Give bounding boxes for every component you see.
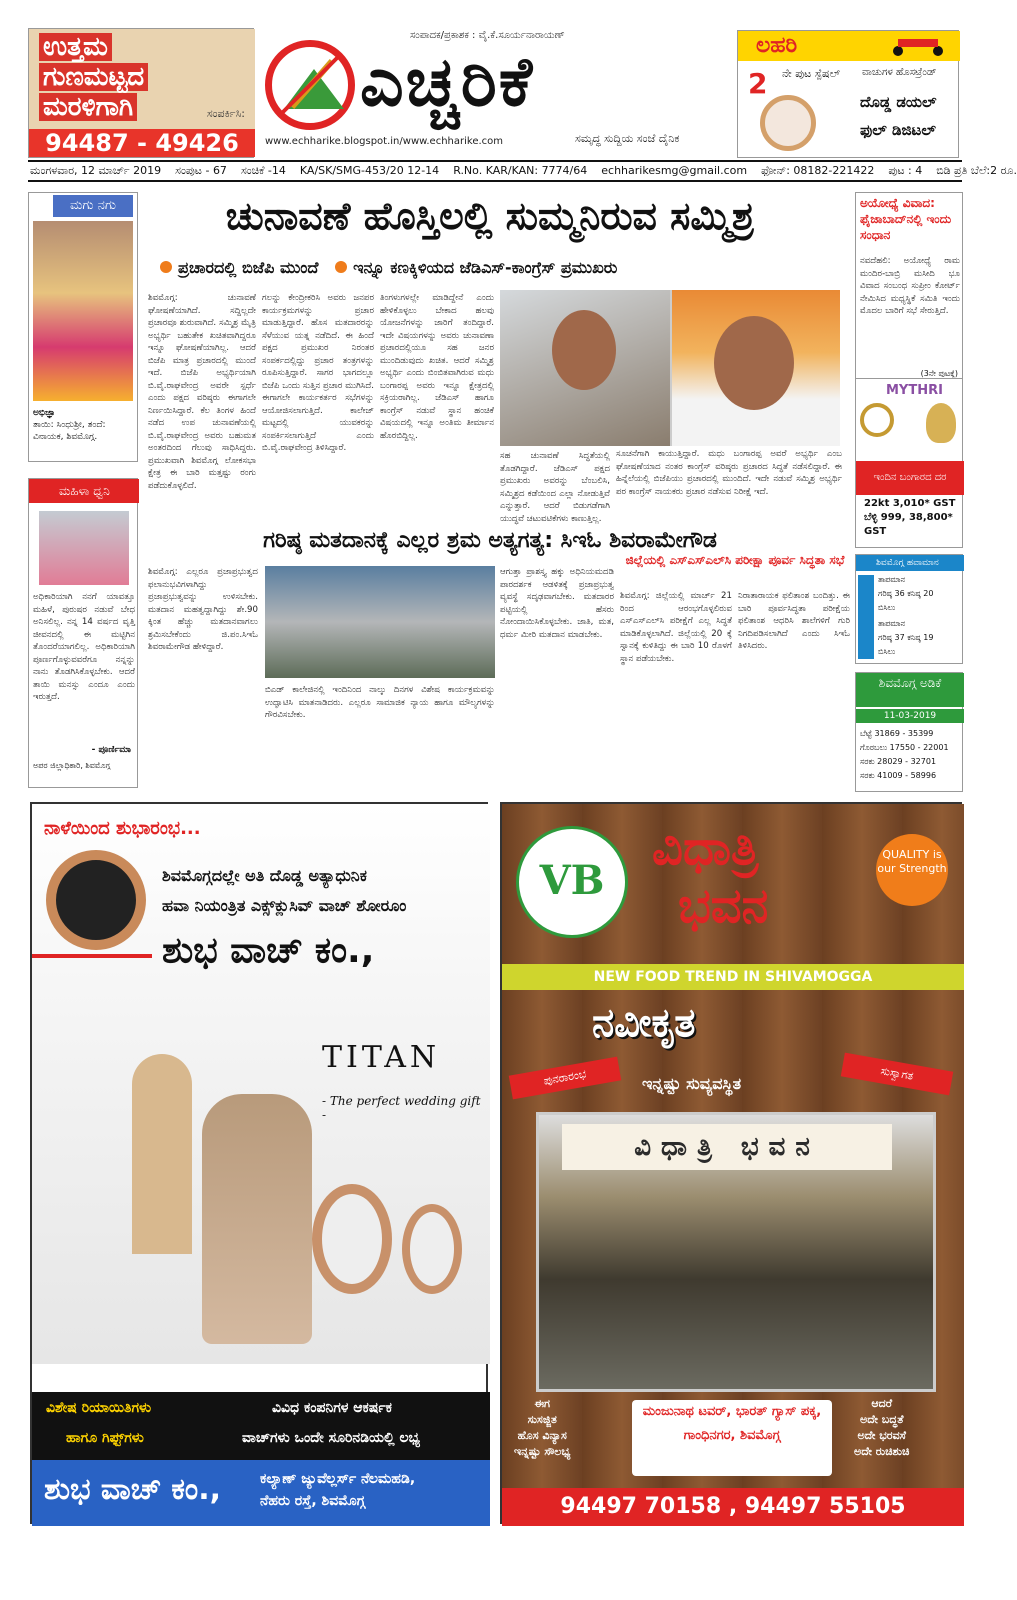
sand-ad[interactable] — [28, 28, 254, 158]
watch-icon — [46, 850, 146, 950]
woman-photo — [39, 511, 129, 585]
story1-col3: ತಿಂಗಳುಗಳಲ್ಲೇ ಮಾಡಿದ್ದೇನೆ ಎಂದು ಹೇಳಿಕೊಳ್ಳಲು ಬೇಕಾದ ಹಲವು ಯೋಜನೆಗಳನ್ನು ಜಾರಿಗೆ ತಂದಿದ್ದಾರೆ. ಇದೇ ವಿಷಯಗಳನ್ನು ಅವರು ಚುನಾವಣಾ ಪ್ರಚಾರದಲ್ಲಿಯೂ ಸಹ ಜನರ ಮುಂದಿಡುವುದು ಖಚಿತ. ಆದರೆ ಸಮ್ಮಿಶ್ರ ಅಭ್ಯರ್ಥಿ ಎಂದು ಬಿಂಬಿತವಾಗಿರುವ ಮಧು ಬಂಗಾರಪ್ಪ ಅವರು ಇನ್ನೂ ಕ್ಷೇತ್ರದಲ್ಲಿ ಸಕ್ರಿಯರಾಗಿಲ್ಲ. ಜೆಡಿಎಸ್ ಹಾಗೂ ಕಾಂಗ್ರೆಸ್ ನಡುವೆ ಸ್ಥಾನ ಹಂಚಿಕೆ ವಿಷಯದಲ್ಲಿ ಇನ್ನೂ ಅಂತಿಮ ತೀರ್ಮಾನ ಹೊರಬಿದ್ದಿಲ್ಲ. — [380, 293, 494, 441]
quality-badge: QUALITY is our Strength — [876, 834, 948, 906]
tagline: ಸಮೃದ್ಧ ಸುದ್ದಿಯ ಸಂಜೆ ದೈನಿಕ — [575, 132, 680, 145]
masthead-title: ಎಚ್ಚರಿಕೆ — [360, 43, 535, 122]
sslc-headline[interactable]: ಜಿಲ್ಲೆಯಲ್ಲಿ ಎಸ್‌ಎಸ್‌ಎಲ್‌ಸಿ ಪರೀಕ್ಷಾ ಪೂರ್ವ ಸಿದ್ಧತಾ ಸಭೆ — [625, 553, 845, 567]
man-figure — [132, 1054, 192, 1254]
story1-col5-text: ಸೂಚನೆಗಾಗಿ ಕಾಯುತ್ತಿದ್ದಾರೆ. ಮಧು ಬಂಗಾರಪ್ಪ ಅವರೆ ಅಭ್ಯರ್ಥಿ ಎಂಬ ಘೋಷಣೆಯಾದ ನಂತರ ಕಾಂಗ್ರೆಸ್ ವರಿಷ್ಠರು ಪ್ರಚಾರದ ಸಿದ್ಧತೆ ನಡೆಸಲಿದ್ದಾರೆ. ಈ ಹಿನ್ನೆಲೆಯಲ್ಲಿ ಬಿಜೆಪಿಯು ಪ್ರಚಾರದಲ್ಲಿ ಮುಂದಿದೆ. ಇದೇ ನಡುವೆ ಸಮ್ಮಿಶ್ರ ಅಭ್ಯರ್ಥಿ ಪರ ಕಾಂಗ್ರೆಸ್ ನಾಯಕರು ಪ್ರಚಾರ ನಡೆಸುವ ನಿರೀಕ್ಷೆ ಇದೆ. — [616, 449, 842, 497]
watch-large-icon — [312, 1184, 392, 1294]
titan-tagline: - The perfect wedding gift - — [322, 1094, 481, 1122]
email[interactable]: echharikesmg@gmail.com — [601, 164, 748, 177]
ad1-line1: ಶಿವಮೊಗ್ಗದಲ್ಲೇ ಅತಿ ದೊಡ್ಡ ಅತ್ಯಾಧುನಿಕ — [162, 866, 367, 885]
mythri-ad[interactable] — [855, 378, 963, 548]
subhead-2: ಇನ್ನೂ ಕಣಕ್ಕಿಳಿಯದ ಜೆಡಿಎಸ್-ಕಾಂಗ್ರೆಸ್ ಪ್ರಮುಖರು — [353, 258, 618, 277]
lahari-sub: ವಾಚುಗಳ ಹೊಸಟ್ರೆಂಡ್ — [862, 67, 937, 78]
adike-rate-1: ಬೆಟ್ಟೆ 31869 - 35399 — [860, 729, 934, 738]
story1-col1: ಶಿವಮೊಗ್ಗ: ಚುನಾವಣೆ ಘೋಷಣೆಯಾಗಿದೆ. ಸದ್ದಿಲ್ಲದೇ ಪ್ರಚಾರವೂ ಶುರುವಾಗಿದೆ. ಸಮ್ಮಿಶ್ರ ಮೈತ್ರಿ ಅಭ್ಯರ್ಥಿ ಬಹುತೇಕ ಖಚಿತವಾಗಿದ್ದರೂ ಇನ್ನೂ ಘೋಷಣೆಯಾಗಿಲ್ಲ. ಆದರೆ ಬಿಜೆಪಿ ಮಾತ್ರ ಪ್ರಚಾರದಲ್ಲಿ ಮುಂದೆ ಇದೆ. ಬಿಜೆಪಿ ಅಭ್ಯರ್ಥಿಯಾಗಿ ಬಿ.ವೈ.ರಾಘವೇಂದ್ರ ಅವರೇ ಸ್ಪರ್ಧೆ ಎಂದು ಪಕ್ಷದ ವರಿಷ್ಠರು ಈಗಾಗಲೇ ನಿರ್ಣಯಿಸಿದ್ದಾರೆ. ಕೆಲ ತಿಂಗಳ ಹಿಂದೆ ನಡೆದ ಉಪ ಚುನಾವಣೆಯಲ್ಲಿ ಬಿ.ವೈ.ರಾಘವೇಂದ್ರ ಅವರು ಬಹುಮತ ಅಂತರದಿಂದ ಗೆಲುವು ಸಾಧಿಸಿದ್ದರು. ಪ್ರಮುಖವಾಗಿ ಶಿವಮೊಗ್ಗ ಲೋಕಸಭಾ ಕ್ಷೇತ್ರ ಈ ಬಾರಿ ಮತ್ತಷ್ಟು ರಂಗು ಪಡೆದುಕೊಳ್ಳಲಿದೆ. — [148, 293, 256, 491]
ad1-offer3: ವಿವಿಧ ಕಂಪನಿಗಳ ಆಕರ್ಷಕ — [272, 1400, 392, 1416]
second-headline[interactable]: ಗರಿಷ್ಠ ಮತದಾನಕ್ಕೆ ಎಲ್ಲರ ಶ್ರಮ ಅತ್ಯಗತ್ಯ: ಸಿಇಓ ಶಿವರಾಮೇಗೌಡ — [263, 528, 717, 553]
ad2-address: ಮಂಜುನಾಥ ಟವರ್, ಭಾರತ್ ಗ್ಯಾಸ್ ಪಕ್ಕ, ಗಾಂಧಿನಗರ, ಶಿವಮೊಗ್ಗ — [632, 1400, 832, 1476]
kids-box — [28, 192, 138, 462]
weather-box — [855, 554, 963, 664]
weather-label-1: ತಾಪಮಾನ — [878, 575, 906, 584]
rno: R.No. KAR/KAN: 7774/64 — [453, 164, 588, 177]
adike-rate-2: ಗೊರಬಲು 17550 - 22001 — [860, 743, 949, 752]
story1-col2: ಗಲನ್ನು ಕೇಂದ್ರೀಕರಿಸಿ ಅವರು ಜನಪರ ಕಾರ್ಯಕ್ರಮಗಳನ್ನು ಪ್ರಚಾರ ಮಾಡುತ್ತಿದ್ದಾರೆ. ಹೊಸ ಮತದಾರರನ್ನು ಸೆಳೆಯುವ ಯತ್ನ ನಡೆದಿದೆ. ಈ ಹಿಂದೆ ಪಕ್ಷದ ಪ್ರಮುಖರ ನಿರಂತರ ಸಂಪರ್ಕದಲ್ಲಿದ್ದು ಪ್ರಚಾರ ತಂತ್ರಗಳನ್ನು ರೂಪಿಸುತ್ತಿದ್ದಾರೆ. ಸಾಗರ ಭಾಗದಲ್ಲೂ ಬಿಜೆಪಿ ಒಂದು ಸುತ್ತಿನ ಪ್ರಚಾರ ಮುಗಿಸಿದೆ. ಈಗಾಗಲೇ ಕಾರ್ಯಕರ್ತರ ಸಭೆಗಳನ್ನು ಆಯೋಜಿಸಲಾಗುತ್ತಿದೆ. ಕಾಲೇಜ್ ಮಟ್ಟದಲ್ಲಿ ಯುವಕರನ್ನು ಸಂಪರ್ಕಿಸಲಾಗುತ್ತಿದೆ ಎಂದು ಬಿ.ವೈ.ರಾಘವೇಂದ್ರ ತಿಳಿಸಿದ್ದಾರೆ. — [262, 293, 374, 453]
story2-col1: ಶಿವಮೊಗ್ಗ: ಎಲ್ಲರೂ ಪ್ರಜಾಪ್ರಭುತ್ವದ ಫಲಾನುಭವಿಗಳಾಗಿದ್ದು ಪ್ರಜಾಪ್ರಭುತ್ವವನ್ನು ಉಳಿಸಬೇಕು. ಮತದಾನ ಮಹತ್ವದ್ದಾಗಿದ್ದು ಶೇ.90 ಕ್ಕಿಂತ ಹೆಚ್ಚು ಮತದಾನವಾಗಲು ಶ್ರಮಿಸಬೇಕೆಂದು ಜಿ.ಪಂ.ಸಿಇಓ ಶಿವರಾಮೇಗೌಡ ಹೇಳಿದ್ದಾರೆ. — [148, 567, 258, 652]
ayodhya-body: ನವದೆಹಲಿ: ಅಯೋಧ್ಯೆ ರಾಮ ಮಂದಿರ-ಬಾಬ್ರಿ ಮಸೀದಿ ಭೂ ವಿವಾದ ಸಂಬಂಧ ಸುಪ್ರೀಂ ಕೋರ್ಟ್ ನೇಮಿಸಿದ ಮಧ್ಯಸ್ಥಿಕೆ ಸಮಿತಿ ಇಂದು ಮೊದಲ ಬಾರಿಗೆ ಸಭೆ ಸೇರುತ್ತಿದೆ. — [860, 256, 960, 316]
subheads — [160, 258, 617, 278]
adike-date: 11-03-2019 — [856, 709, 964, 723]
story2-col2: ಬಿಎಡ್ ಕಾಲೇಜಿನಲ್ಲಿ ಇಂದಿನಿಂದ ನಾಲ್ಕು ದಿನಗಳ ವಿಶೇಷ ಕಾರ್ಯಕ್ರಮವನ್ನು ಉದ್ಘಾಟಿಸಿ ಮಾತನಾಡಿದರು. ಎಲ್ಲರೂ ಸಾಮಾಜಿಕ ನ್ಯಾಯ ಹಾಗೂ ಮೌಲ್ಯಗಳನ್ನು ಗೌರವಿಸಬೇಕು. — [265, 685, 495, 720]
weather-sky-2: ಬಿಸಿಲು — [878, 647, 896, 656]
reg: KA/SK/SMG-453/20 12-14 — [299, 164, 440, 177]
silver-rate: ಬೆಳ್ಳಿ 999, 38,800* GST — [864, 512, 953, 537]
date: ಮಂಗಳವಾರ, 12 ಮಾರ್ಚ್ 2019 — [30, 164, 162, 177]
mythri-brand: MYTHRI — [886, 383, 943, 398]
shubha-watch-ad[interactable] — [30, 802, 488, 1524]
story2-col3: ಆಗುತ್ತಾ ಪ್ರಾಶಸ್ತ್ಯ ಹಕ್ಕು ಅಧಿನಿಯಮದಡಿ ಪಾರದರ್ಶಕ ಆಡಳಿತಕ್ಕೆ ಪ್ರಜಾಪ್ರಭುತ್ವ ವ್ಯವಸ್ಥೆ ಸದೃಢವಾಗಬೇಕು. ಮತದಾರರ ಪಟ್ಟಿಯಲ್ಲಿ ಹೆಸರು ನೋಂದಾಯಿಸಿಕೊಳ್ಳಬೇಕು. ಜಾತಿ, ಮತ, ಧರ್ಮ ಮೀರಿ ಮತದಾನ ಮಾಡಬೇಕು. — [500, 567, 614, 640]
child-photo — [33, 221, 133, 401]
earring-icon — [926, 403, 956, 443]
ad1-line2: ಹವಾ ನಿಯಂತ್ರಿತ ಎಕ್ಸ್‌ಕ್ಲುಸಿವ್ ವಾಚ್ ಶೋರೂಂ — [162, 896, 407, 915]
main-headline[interactable]: ಚುನಾವಣೆ ಹೊಸ್ತಿಲಲ್ಲಿ ಸುಮ್ಮನಿರುವ ಸಮ್ಮಿಶ್ರ — [225, 194, 755, 238]
ad1-addr1: ಕಲ್ಯಾಣ್ ಜ್ಯುವೆಲ್ಲರ್ಸ್ ನೆಲಮಹಡಿ, — [260, 1471, 416, 1487]
mahila-name: - ಪೂರ್ಣಿಮಾ — [91, 745, 131, 755]
sand-ad-contact: ಸಂಪರ್ಕಿಸಿ: — [206, 107, 245, 120]
ad1-footer-brand: ಶುಭ ವಾಚ್ ಕಂ., — [44, 1472, 222, 1507]
story1-col4: ಸಹ ಚುನಾವಣೆ ಸಿದ್ಧತೆಯಲ್ಲಿ ತೊಡಗಿದ್ದಾರೆ. ಜೆಡಿಎಸ್ ಪಕ್ಷದ ಪ್ರಮುಖರು ಅವರನ್ನು ಬೆಂಬಲಿಸಿ, ಸಮ್ಮಿಶ್ರದ ಕಡೆಯಿಂದ ಎಲ್ಲಾ ನೋಡುತ್ತಿವೆ ಎನ್ನುತ್ತಾರೆ. ಆದರೆ ಬಿಡುಗಡೆಗಾಗಿ ಯುದ್ಧವೆ ಚಟುವಟಿಕೆಗಳು ಕಾಣುತ್ತಿಲ್ಲ. — [500, 451, 610, 524]
event-photo — [265, 566, 495, 678]
weather-title: ಶಿವಮೊಗ್ಗ ಹವಾಮಾನ — [856, 555, 964, 571]
ad1-brand: ಶುಭ ವಾಚ್ ಕಂ., — [162, 930, 375, 971]
mahila-header: ಮಹಿಳಾ ಧ್ವನಿ — [29, 479, 139, 503]
lahari-special: ನೇ ಪುಟ ಸ್ಪೆಷಲ್ — [782, 67, 841, 80]
sand-ad-line3: ಮರಳಿಗಾಗಿ — [39, 93, 137, 121]
mahila-quote: ಅಧಿಕಾರಿಯಾಗಿ ನನಗೆ ಯಾವತ್ತೂ ಮಹಿಳೆ, ಪುರುಷರ ನಡುವೆ ಬೇಧ ಅನಿಸಲಿಲ್ಲ. ನನ್ನ 14 ವರ್ಷದ ವೃತ್ತಿ ಜೀವನದಲ್ಲಿ ಈ ಮಟ್ಟಿಗಿನ ತೊಂದರೆಯಾಗಲಿಲ್ಲ. ಅಧಿಕಾರಿಯಾಗಿ ಪೂರ್ಣಗೊಳ್ಳುವವರೆಗೂ ನನ್ನನ್ನು ನಾನು ತೊಡಗಿಸಿಕೊಳ್ಳಬೇಕು. ಆದರೆ ತಾಯಿ ಮನಸ್ಸು ಎಂದೂ ಎಂದು ಇರುತ್ತದೆ. — [33, 592, 135, 702]
adike-rate-3: ಸರಕು 28029 - 32701 — [860, 757, 937, 766]
child-parents: ತಾಯಿ: ಸಿಂಧುಶ್ರೀ, ತಂದೆ: ವಿನಾಯಕ, ಶಿವಮೊಗ್ಗ. — [33, 420, 106, 442]
titan-logo: TITAN — [322, 1040, 441, 1075]
weather-strip — [858, 575, 874, 659]
ad2-name2: ಭವನ — [678, 878, 769, 934]
watch-small-icon — [402, 1204, 462, 1294]
ribbon-right: ಸುಸ್ವಾಗತ — [841, 1053, 953, 1096]
sand-ad-line1: ಉತ್ತಮ — [39, 33, 112, 61]
ribbon-line — [32, 954, 152, 958]
story1-col5 — [616, 292, 842, 514]
lahari-page-number: 2 — [748, 67, 768, 100]
story3-col1: ಶಿವಮೊಗ್ಗ: ಜಿಲ್ಲೆಯಲ್ಲಿ ಮಾರ್ಚ್ 21 ರಿಂದ ಆರಂಭಗೊಳ್ಳಲಿರುವ ಎಸ್‌ಎಸ್‌ಎಲ್‌ಸಿ ಪರೀಕ್ಷೆಗೆ ಎಲ್ಲ ಸಿದ್ಧತೆ ಮಾಡಿಕೊಳ್ಳಲಾಗಿದೆ. ಜಿಲ್ಲೆಯಲ್ಲಿ 20 ಕ್ಕೆ ಸ್ವಾನಕ್ಕೆ ಕುಳಿತಿದ್ದು ಈ ಬಾರಿ 10 ರೊಳಗೆ ಸ್ಥಾನ ಪಡೆಯಬೇಕು. — [620, 591, 732, 664]
ring-icon — [860, 403, 894, 437]
lahari-full: ಫುಲ್ ಡಿಜಿಟಲ್ — [860, 121, 936, 139]
mahila-box — [28, 478, 138, 788]
bullet-icon — [335, 261, 347, 273]
kids-header: ಮಗು ನಗು — [53, 195, 133, 217]
ad2-phone: 94497 70158 , 94497 55105 — [502, 1488, 964, 1526]
ad2-name1: ವಿಧಾತ್ರಿ — [652, 820, 759, 876]
weather-label-2: ತಾಪಮಾನ — [878, 619, 906, 628]
gold-rate: 22kt 3,010* GST — [864, 498, 956, 509]
lahari-box[interactable] — [737, 30, 959, 158]
weather-temp-1: ಗರಿಷ್ಠ 36 ಕನಿಷ್ಠ 20 — [878, 589, 934, 598]
ad2-renovated: ನವೀಕೃತ — [592, 1000, 696, 1046]
woman-figure — [202, 1094, 312, 1344]
pages: ಪುಟ : 4 — [888, 164, 923, 177]
ad2-tagline: ಇನ್ನಷ್ಟು ಸುವ್ಯವಸ್ಥಿತ — [642, 1074, 742, 1093]
phone: ಫೋನ್: 08182-221422 — [761, 164, 875, 177]
sand-ad-line2: ಗುಣಮಟ್ಟದ — [39, 63, 148, 91]
dateline — [28, 160, 1017, 182]
ad1-begin: ನಾಳೆಯಿಂದ ಶುಭಾರಂಭ... — [44, 818, 201, 839]
mahila-role: ಅಪರ ಜಿಲ್ಲಾಧಿಕಾರಿ, ಶಿವಮೊಗ್ಗ — [33, 761, 111, 770]
bullet-icon — [160, 261, 172, 273]
lahari-title: ಲಹರಿ — [756, 33, 798, 58]
number: ಸಂಚಿಕೆ -14 — [240, 164, 286, 177]
vidhatri-bhavan-ad[interactable] — [500, 802, 962, 1524]
vb-logo: VB — [516, 826, 628, 938]
adike-rate-4: ಸರಕು 41009 - 58996 — [860, 771, 937, 780]
website-url[interactable]: www.echharike.blogspot.in/www.echharike.com — [265, 136, 504, 147]
weather-temp-2: ಗರಿಷ್ಠ 37 ಕನಿಷ್ಠ 19 — [878, 633, 934, 642]
ad2-left: ಈಗ ಸುಸಜ್ಜಿತ ಹೊಸ ವಿನ್ಯಾಸ ಇನ್ನಷ್ಟು ಸೌಲಭ್ಯ — [514, 1397, 571, 1458]
ad1-offer1: ವಿಶೇಷ ರಿಯಾಯಿತಿಗಳು — [46, 1400, 152, 1416]
issue: ಸಂಪುಟ - 67 — [175, 164, 227, 177]
ad1-offer2: ಹಾಗೂ ಗಿಫ್ಟ್‌ಗಳು — [66, 1430, 144, 1446]
ad2-trend: NEW FOOD TREND IN SHIVAMOGGA — [502, 964, 964, 990]
ayodhya-cont: (3ನೇ ಪುಟಕ್ಕೆ) — [920, 369, 958, 378]
child-name: ಅಭಿಜ್ಞಾ — [33, 408, 56, 418]
gold-rate-header: ಇಂದಿನ ಬಂಗಾರದ ದರ — [856, 461, 964, 495]
adike-box — [855, 672, 963, 792]
ayodhya-title: ಅಯೋಧ್ಯೆ ವಿವಾದ: ಫೈಜಾಬಾದ್‌ನಲ್ಲಿ ಇಂದು ಸಂಧಾನ — [860, 196, 952, 242]
ad1-offer4: ವಾಚ್‌ಗಳು ಒಂದೇ ಸೂರಿನಡಿಯಲ್ಲಿ ಲಭ್ಯ — [242, 1430, 421, 1446]
restaurant-sign: ವಿಧಾತ್ರಿ ಭವನ — [562, 1124, 892, 1170]
pen-logo-icon — [265, 40, 355, 130]
price: ಬಿಡಿ ಪ್ರತಿ ಬೆಲೆ:2 ರೂ. — [936, 164, 1017, 177]
ad2-right: ಆದರೆ ಅದೇ ಬದ್ಧತೆ ಅದೇ ಭರವಸೆ ಅದೇ ರುಚಿಶುಚಿ — [854, 1397, 910, 1458]
ayodhya-box[interactable] — [855, 192, 963, 382]
weather-sky-1: ಬಿಸಿಲು — [878, 603, 896, 612]
ribbon-left: ಪುನರಾರಂಭ — [509, 1057, 621, 1100]
scooter-icon — [888, 35, 954, 57]
editor-line: ಸಂಪಾದಕ/ಪ್ರಕಾಶಕ : ವೈ.ಕೆ.ಸೂರ್ಯನಾರಾಯಣ್ — [410, 30, 565, 41]
subhead-1: ಪ್ರಚಾರದಲ್ಲಿ ಬಿಜೆಪಿ ಮುಂದೆ — [178, 258, 319, 277]
ad1-addr2: ನೆಹರು ರಸ್ತೆ, ಶಿವಮೊಗ್ಗ — [260, 1493, 366, 1509]
adike-title: ಶಿವಮೊಗ್ಗ ಅಡಿಕೆ — [856, 673, 964, 707]
watch-icon — [760, 95, 816, 151]
story3-col2: ನಿರಾತಾರಾಯಕ ಫಲಿತಾಂಶ ಬಂದಿತ್ತು. ಈ ಬಾರಿ ಪೂರ್ವಸಿದ್ಧತಾ ಪರೀಕ್ಷೆಯ ಫಲಿತಾಂಶ ಆಧರಿಸಿ ಶಾಲೆಗಳಿಗೆ ಗುರಿ ನಿಗದಿಪಡಿಸಲಾಗಿದೆ ಎಂದು ಸಿಇಓ ತಿಳಿಸಿದರು. — [738, 591, 850, 651]
lahari-dial: ದೊಡ್ಡ ಡಯಲ್ — [860, 93, 937, 111]
sand-ad-phone: 94487 - 49426 — [29, 129, 255, 157]
